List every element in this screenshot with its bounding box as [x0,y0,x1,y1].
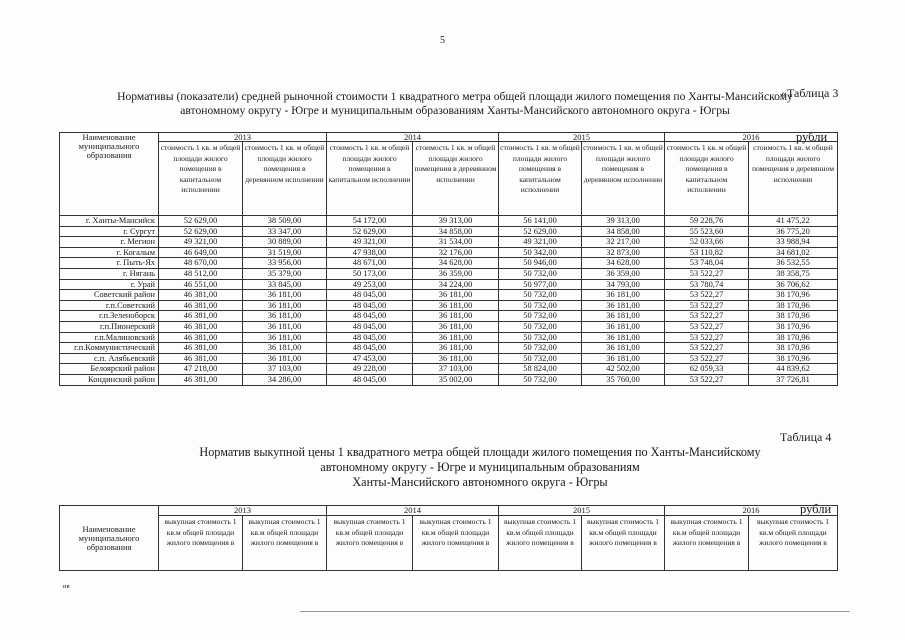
table3-year-header: 2016 [665,133,838,142]
divider [300,611,850,612]
table-row [60,268,838,279]
value-cell: 48 045,00 [327,343,413,354]
table4-col-header: выкупная стоимость 1 кв.м общей площади жилого помещения в [749,516,838,571]
table-row [60,332,838,343]
value-cell: 36 532,55 [749,258,838,269]
municipality-name-cell: г.п.Малиновский [60,332,159,343]
table3-title [60,90,850,118]
value-cell: 34 628,00 [413,258,499,269]
value-cell: 48 045,00 [327,332,413,343]
table-row [60,321,838,332]
value-cell: 32 217,00 [582,237,665,248]
value-cell: 46 649,00 [159,247,243,258]
municipality-name-cell: г.п.Советский [60,300,159,311]
value-cell: 48 512,00 [159,268,243,279]
municipality-name-cell: г. Урай [60,279,159,290]
table4-col-header: выкупная стоимость 1 кв.м общей площади жилого помещения в [243,516,327,571]
table3-col-header: стоимость 1 кв. м общей площади жилого помещения в капитальном исполнении [499,142,582,216]
table4-title [160,445,800,490]
table3-col-header: стоимость 1 кв. м общей площади жилого помещения в капитальном исполнении [327,142,413,216]
value-cell: 41 475,22 [749,216,838,227]
table4-col-header: выкупная стоимость 1 кв.м общей площади жилого помещения в [582,516,665,571]
table-row [60,300,838,311]
value-cell: 36 181,00 [243,321,327,332]
value-cell: 48 671,00 [327,258,413,269]
table-row [60,353,838,364]
value-cell: 36 181,00 [582,321,665,332]
municipality-name-cell: г. Пыть-Ях [60,258,159,269]
value-cell: 38 170,96 [749,353,838,364]
value-cell: 37 103,00 [413,364,499,375]
municipality-name-cell: Советский район [60,290,159,301]
value-cell: 46 381,00 [159,311,243,322]
value-cell: 49 321,00 [327,237,413,248]
value-cell: 32 873,00 [582,247,665,258]
table-row [60,374,838,385]
value-cell: 50 173,00 [327,268,413,279]
value-cell: 36 181,00 [582,290,665,301]
value-cell: 53 522,27 [665,332,749,343]
value-cell: 46 381,00 [159,343,243,354]
table3-unit: рубли [796,130,828,144]
value-cell: 36 181,00 [243,343,327,354]
value-cell: 50 732,00 [499,343,582,354]
value-cell: 35 379,00 [243,268,327,279]
value-cell: 53 522,27 [665,290,749,301]
value-cell: 36 181,00 [243,311,327,322]
value-cell: 48 045,00 [327,290,413,301]
value-cell: 55 523,60 [665,226,749,237]
table4-col-header: выкупная стоимость 1 кв.м общей площади жилого помещения в [499,516,582,571]
value-cell: 46 381,00 [159,332,243,343]
value-cell: 38 170,96 [749,311,838,322]
value-cell: 46 381,00 [159,290,243,301]
value-cell: 53 522,27 [665,343,749,354]
table4-col-header: выкупная стоимость 1 кв.м общей площади жилого помещения в [327,516,413,571]
value-cell: 47 453,00 [327,353,413,364]
value-cell: 36 181,00 [243,300,327,311]
value-cell: 34 681,02 [749,247,838,258]
value-cell: 36 181,00 [413,290,499,301]
municipality-name-cell: Кондинский район [60,374,159,385]
value-cell: 35 002,00 [413,374,499,385]
municipality-name-cell: г. Сургут [60,226,159,237]
municipality-name-cell: г. Когалым [60,247,159,258]
value-cell: 47 218,00 [159,364,243,375]
table4-col-header: выкупная стоимость 1 кв.м общей площади жилого помещения в [413,516,499,571]
value-cell: 48 045,00 [327,321,413,332]
value-cell: 34 858,00 [582,226,665,237]
value-cell: 50 732,00 [499,311,582,322]
table3-year-header: 2014 [327,133,499,142]
value-cell: 49 321,00 [159,237,243,248]
table-row [60,226,838,237]
value-cell: 48 670,00 [159,258,243,269]
table3-label: «Таблица 3 [781,86,839,100]
value-cell: 38 170,96 [749,343,838,354]
municipality-name-cell: г.п.Коммунистический [60,343,159,354]
table-row [60,216,838,227]
table3-year-header: 2015 [499,133,665,142]
value-cell: 50 732,00 [499,332,582,343]
table-row [60,311,838,322]
value-cell: 46 551,00 [159,279,243,290]
municipality-name-cell: г. Мегион [60,237,159,248]
value-cell: 36 706,62 [749,279,838,290]
value-cell: 38 170,96 [749,300,838,311]
value-cell: 36 181,00 [413,343,499,354]
table-row [60,237,838,248]
table-row [60,247,838,258]
table4-year-header: 2014 [327,506,499,516]
value-cell: 53 110,82 [665,247,749,258]
value-cell: 50 732,00 [499,374,582,385]
table-row [60,290,838,301]
value-cell: 35 760,00 [582,374,665,385]
table3-col-header: стоимость 1 кв. м общей площади жилого помещения в капитальном исполнении [665,142,749,216]
table3 [59,132,838,386]
value-cell: 33 845,00 [243,279,327,290]
value-cell: 53 522,27 [665,321,749,332]
value-cell: 31 519,00 [243,247,327,258]
table3-col-header: стоимость 1 кв. м общей площади жилого помещения в деревянном исполнении [243,142,327,216]
value-cell: 39 313,00 [413,216,499,227]
value-cell: 53 522,27 [665,268,749,279]
table4-label: Таблица 4 [780,430,832,444]
table3-name-header: Наименование муниципального образования [60,133,159,216]
value-cell: 50 732,00 [499,300,582,311]
value-cell: 37 726,81 [749,374,838,385]
value-cell: 50 732,00 [499,290,582,301]
municipality-name-cell: г.п.Зеленоборск [60,311,159,322]
table-row [60,279,838,290]
value-cell: 53 522,27 [665,300,749,311]
footer-mark: нв [63,583,70,590]
value-cell: 38 358,75 [749,268,838,279]
value-cell: 39 313,00 [582,216,665,227]
table3-col-header: стоимость 1 кв. м общей площади жилого помещения в капитальном исполнении [159,142,243,216]
value-cell: 32 176,00 [413,247,499,258]
value-cell: 37 103,00 [243,364,327,375]
value-cell: 33 956,00 [243,258,327,269]
municipality-name-cell: Белоярский район [60,364,159,375]
value-cell: 52 629,00 [327,226,413,237]
value-cell: 36 181,00 [243,332,327,343]
municipality-name-cell: г.п.Пионерский [60,321,159,332]
value-cell: 53 522,27 [665,311,749,322]
value-cell: 42 502,00 [582,364,665,375]
value-cell: 38 170,96 [749,332,838,343]
value-cell: 34 628,00 [582,258,665,269]
value-cell: 53 780,74 [665,279,749,290]
table4-title-line1: Норматив выкупной цены 1 квадратного метра общей площади жилого помещения по Ханты-Мансийскому [199,445,761,459]
value-cell: 36 181,00 [582,311,665,322]
table4-unit: рубли [800,502,832,516]
value-cell: 30 889,00 [243,237,327,248]
value-cell: 46 381,00 [159,353,243,364]
table3-col-header: стоимость 1 кв. м общей площади жилого помещения в деревянном исполнении [749,142,838,216]
value-cell: 36 775,20 [749,226,838,237]
value-cell: 49 228,00 [327,364,413,375]
table4-year-header: 2013 [159,506,327,516]
value-cell: 50 732,00 [499,268,582,279]
value-cell: 48 045,00 [327,311,413,322]
table3-year-header: 2013 [159,133,327,142]
value-cell: 54 172,00 [327,216,413,227]
value-cell: 38 509,00 [243,216,327,227]
value-cell: 50 946,00 [499,258,582,269]
value-cell: 36 181,00 [582,353,665,364]
value-cell: 50 977,00 [499,279,582,290]
value-cell: 53 522,27 [665,353,749,364]
value-cell: 31 534,00 [413,237,499,248]
value-cell: 49 253,00 [327,279,413,290]
table-row [60,258,838,269]
value-cell: 36 181,00 [413,332,499,343]
value-cell: 36 359,00 [582,268,665,279]
municipality-name-cell: г. Нягань [60,268,159,279]
municipality-name-cell: с.п. Алябьевский [60,353,159,364]
table-row [60,343,838,354]
value-cell: 36 181,00 [243,353,327,364]
value-cell: 48 045,00 [327,374,413,385]
table-row [60,364,838,375]
value-cell: 58 824,00 [499,364,582,375]
value-cell: 46 381,00 [159,321,243,332]
table4-title-line2: автономному округу - Югре и муниципальным образованиям [320,460,640,474]
value-cell: 47 938,00 [327,247,413,258]
page-number: 5 [440,35,445,46]
table4-year-header: 2016 [665,506,838,516]
value-cell: 52 629,00 [499,226,582,237]
municipality-name-cell: г. Ханты-Мансийск [60,216,159,227]
value-cell: 53 522,27 [665,374,749,385]
value-cell: 38 170,96 [749,290,838,301]
value-cell: 36 181,00 [582,300,665,311]
value-cell: 34 286,00 [243,374,327,385]
value-cell: 38 170,96 [749,321,838,332]
value-cell: 46 381,00 [159,300,243,311]
value-cell: 49 321,00 [499,237,582,248]
value-cell: 36 181,00 [413,300,499,311]
value-cell: 56 141,00 [499,216,582,227]
value-cell: 36 181,00 [413,321,499,332]
value-cell: 36 181,00 [413,353,499,364]
table4-title-line3: Ханты-Мансийского автономного округа - Югры [352,475,608,489]
table3-title-line2: автономному округу - Югре и муниципальным образованиям Ханты-Мансийского автономного округа - Югры [180,104,730,117]
value-cell: 44 839,62 [749,364,838,375]
value-cell: 59 228,76 [665,216,749,227]
value-cell: 52 033,66 [665,237,749,248]
value-cell: 36 181,00 [243,290,327,301]
value-cell: 53 748,04 [665,258,749,269]
value-cell: 34 858,00 [413,226,499,237]
table4 [59,505,838,571]
table4-name-header: Наименование муниципального образования [60,506,159,571]
value-cell: 50 342,00 [499,247,582,258]
value-cell: 36 181,00 [582,343,665,354]
value-cell: 34 793,00 [582,279,665,290]
value-cell: 36 181,00 [582,332,665,343]
table3-title-line1: Нормативы (показатели) средней рыночной стоимости 1 квадратного метра общей площади жилого помещения по Ханты-Мансийскому [117,90,793,103]
value-cell: 52 629,00 [159,216,243,227]
table3-col-header: стоимость 1 кв. м общей площади жилого помещения в деревянном исполнении [582,142,665,216]
value-cell: 33 347,00 [243,226,327,237]
value-cell: 46 381,00 [159,374,243,385]
value-cell: 36 181,00 [413,311,499,322]
value-cell: 52 629,00 [159,226,243,237]
value-cell: 50 732,00 [499,321,582,332]
value-cell: 50 732,00 [499,353,582,364]
value-cell: 48 045,00 [327,300,413,311]
table3-col-header: стоимость 1 кв. м общей площади жилого помещения в деревянном исполнении [413,142,499,216]
table4-year-header: 2015 [499,506,665,516]
table4-col-header: выкупная стоимость 1 кв.м общей площади жилого помещения в [665,516,749,571]
value-cell: 62 059,33 [665,364,749,375]
value-cell: 34 224,00 [413,279,499,290]
value-cell: 36 359,00 [413,268,499,279]
value-cell: 33 988,94 [749,237,838,248]
table4-col-header: выкупная стоимость 1 кв.м общей площади жилого помещения в [159,516,243,571]
